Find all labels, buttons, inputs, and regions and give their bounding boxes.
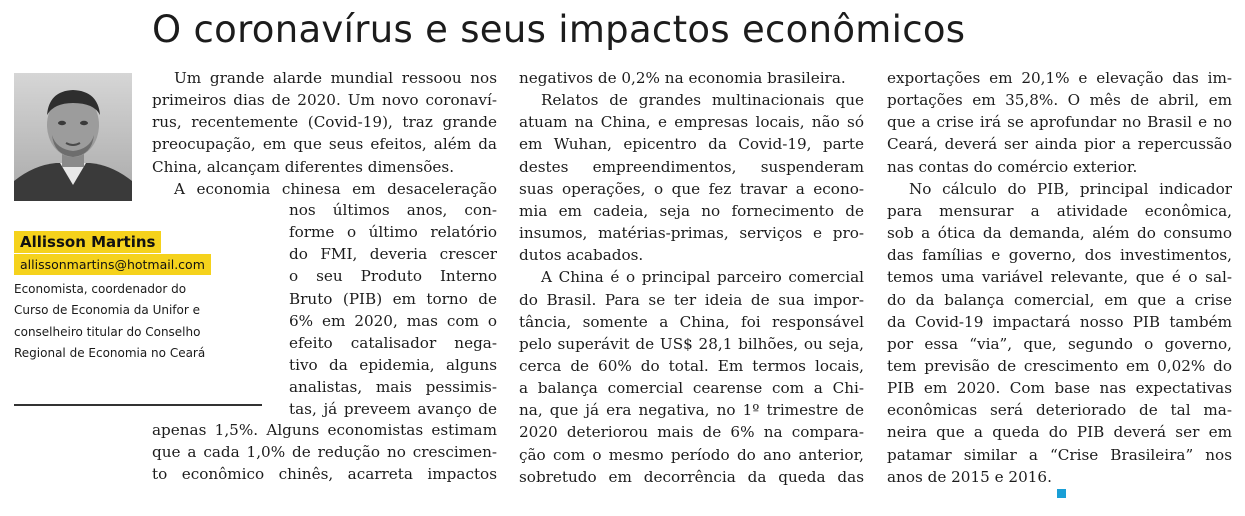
author-bio-line: Regional de Economia no Ceará	[14, 345, 206, 360]
article-text-line: dutos acabados.	[519, 246, 644, 265]
article-text-line: neira que a queda do PIB deverá ser em	[887, 423, 1232, 442]
article-text-line: na, que já era negativa, no 1º trimestre de	[519, 401, 864, 420]
article-text-line: ção com o mesmo período do ano anterior,	[519, 445, 864, 464]
article-text-line: por essa “via”, que, segundo o governo,	[887, 334, 1232, 353]
article-text-line: Bruto (PIB) em torno de	[289, 289, 497, 308]
article-text-line: tância, somente a China, foi responsável	[519, 312, 864, 331]
author-name: Allisson Martins	[14, 231, 161, 253]
article-text-line: tem previsão de crescimento em 0,02% do	[887, 356, 1232, 375]
article-text-line: rus, recentemente (Covid-19), traz grande	[152, 113, 497, 132]
article-text-line: Um grande alarde mundial ressoou nos	[174, 69, 497, 87]
article-text-line: da Covid-19 impactará nosso PIB também	[887, 312, 1232, 331]
article-text-line: em Wuhan, epicentro da Covid-19, parte	[519, 135, 864, 154]
author-email[interactable]: allissonmartins@hotmail.com	[14, 254, 211, 275]
article-text-line: A China é o principal parceiro comercial	[541, 268, 864, 287]
article-text-line: destes empreendimentos, suspenderam	[519, 157, 864, 176]
article-text-line: das famílias e governo, dos investimentos,	[887, 246, 1232, 265]
article-text-line: do Brasil. Para se ter ideia de sua impor-	[519, 290, 864, 309]
article-text-line: forme o último relatório	[289, 223, 497, 242]
author-divider	[14, 404, 262, 406]
article-text-line: negativos de 0,2% na economia brasileira.	[519, 69, 846, 87]
end-of-article-mark	[1057, 489, 1066, 498]
article-text-line: para mensurar a atividade econômica,	[887, 201, 1232, 220]
article-text-line: PIB em 2020. Com base nas expectativas	[887, 379, 1232, 398]
article-text-line: o seu Produto Interno	[289, 267, 497, 286]
article-text-line: to econômico chinês, acarreta impactos	[152, 465, 497, 484]
article-text-line: apenas 1,5%. Alguns economistas estimam	[152, 421, 497, 439]
article-text-line: insumos, matérias-primas, serviços e pro-	[519, 224, 864, 243]
author-portrait-image	[14, 73, 132, 201]
article-text-line: anos de 2015 e 2016.	[887, 467, 1052, 486]
article-text-line: analistas, mais pessimis-	[289, 378, 497, 397]
article-text-line: exportações em 20,1% e elevação das im-	[887, 69, 1232, 87]
article-text-line: que a crise irá se aprofundar no Brasil e no	[887, 113, 1232, 132]
article-text-line: mia em cadeia, seja no fornecimento de	[519, 201, 864, 220]
article-text-line: do FMI, deveria crescer	[289, 245, 497, 264]
author-bio-line: Curso de Economia da Unifor e	[14, 303, 201, 318]
author-photo	[14, 73, 132, 201]
article-headline: O coronavírus e seus impactos econômicos	[152, 8, 966, 51]
article-text-line: a balança comercial cearense com a Chi-	[519, 379, 864, 398]
article-text-line: primeiros dias de 2020. Um novo coronaví-	[152, 91, 497, 110]
article-text-line: 6% em 2020, mas com o	[289, 311, 497, 330]
article-text-line: Ceará, deverá ser ainda pior a repercussão	[887, 135, 1232, 154]
author-bio-line: Economista, coordenador do	[14, 282, 187, 296]
article-text-line: tas, já preveem avanço de	[289, 400, 497, 419]
article-text-line: econômicas será deteriorado de tal ma-	[887, 401, 1232, 420]
article-text-line: que a cada 1,0% de redução no crescimen-	[152, 443, 497, 462]
article-text-line: China, alcançam diferentes dimensões.	[152, 157, 455, 176]
article-text-line: do da balança comercial, em que a crise	[887, 290, 1232, 309]
article-text-line: nos últimos anos, con-	[289, 201, 497, 219]
article-text-line: cerca de 60% do total. Em termos locais,	[519, 356, 864, 375]
article-text-line: No cálculo do PIB, principal indicador	[909, 179, 1232, 198]
article-text-line: atuam na China, e empresas locais, não só	[519, 113, 864, 132]
author-bio-line: conselheiro titular do Conselho	[14, 324, 201, 339]
article-text-line: patamar similar a “Crise Brasileira” nos	[887, 445, 1232, 464]
article-text-line: nas contas do comércio exterior.	[887, 157, 1138, 176]
article-text-line: sobretudo em decorrência da queda das	[519, 467, 864, 486]
article-text-line: A economia chinesa em desaceleração	[174, 179, 497, 198]
article-text-line: tivo da epidemia, alguns	[289, 356, 497, 375]
article-text-line: Relatos de grandes multinacionais que	[541, 91, 864, 110]
article-text-line: temos uma variável relevante, que é o sal-	[887, 268, 1232, 287]
article-text-line: preocupação, em que seus efeitos, além da	[152, 135, 497, 154]
article-text-line: portações em 35,8%. O mês de abril, em	[887, 91, 1232, 110]
article-text-line: sob a ótica da demanda, além do consumo	[887, 224, 1232, 243]
article-text-line: pelo superávit de US$ 28,1 bilhões, ou seja,	[519, 334, 864, 353]
article-text-line: suas operações, o que fez travar a econo-	[519, 179, 864, 198]
article-text-line: 2020 deteriorou mais de 6% na compara-	[519, 423, 864, 442]
author-bio	[14, 279, 250, 364]
article-text-line: efeito catalisador nega-	[289, 333, 497, 352]
